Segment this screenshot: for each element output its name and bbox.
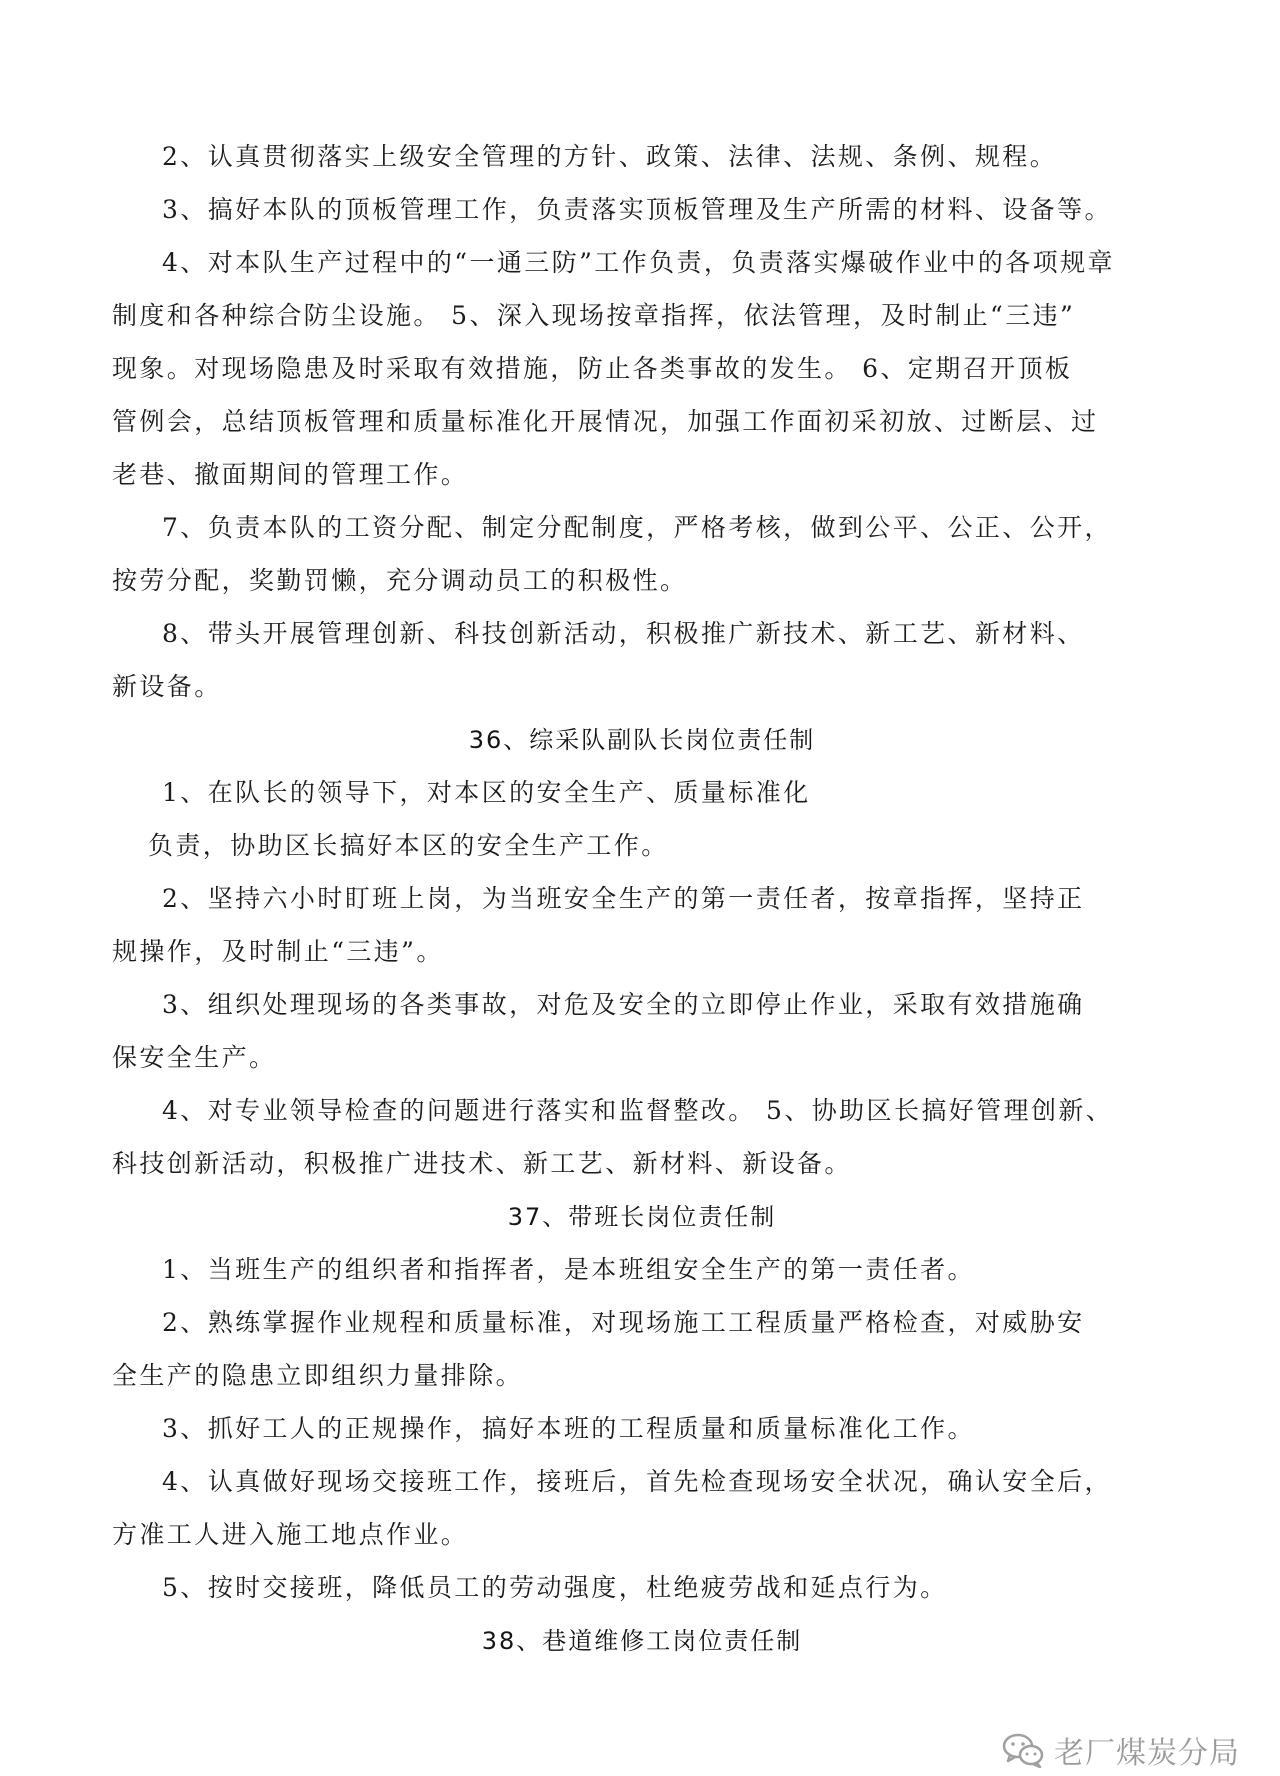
paragraph-line: 保安全生产。 bbox=[112, 1043, 277, 1072]
paragraph-line: 按劳分配，奖勤罚懒，充分调动员工的积极性。 bbox=[112, 566, 688, 595]
wechat-icon bbox=[1002, 1732, 1044, 1768]
watermark-text: 老厂煤炭分局 bbox=[1054, 1736, 1240, 1771]
section-36-heading: 36、综采队副队长岗位责任制 bbox=[468, 726, 816, 754]
paragraph-line: 1、当班生产的组织者和指挥者，是本班组安全生产的第一责任者。 bbox=[162, 1255, 975, 1284]
section-36-body bbox=[112, 776, 1172, 1181]
paragraph-line: 4、认真做好现场交接班工作，接班后，首先检查现场安全状况，确认安全后， bbox=[162, 1467, 1112, 1496]
section-37-body bbox=[112, 1253, 1172, 1605]
paragraph-line: 方准工人进入施工地点作业。 bbox=[112, 1520, 469, 1549]
section-35-body bbox=[112, 140, 1172, 704]
paragraph-line: 2、熟练掌握作业规程和质量标准，对现场施工工程质量严格检查，对威胁安 bbox=[162, 1308, 1085, 1337]
paragraph-line: 老巷、撤面期间的管理工作。 bbox=[112, 460, 469, 489]
paragraph-line: 2、认真贯彻落实上级安全管理的方针、政策、法律、法规、条例、规程。 bbox=[162, 142, 1058, 171]
paragraph-line: 3、搞好本队的顶板管理工作，负责落实顶板管理及生产所需的材料、设备等。 bbox=[162, 195, 1112, 224]
paragraph-line: 3、组织处理现场的各类事故，对危及安全的立即停止作业，采取有效措施确 bbox=[162, 990, 1085, 1019]
paragraph-line: 制度和各种综合防尘设施。 5、深入现场按章指挥，依法管理，及时制止“三违” bbox=[112, 301, 1076, 330]
watermark bbox=[1002, 1728, 1240, 1772]
section-37-heading: 37、带班长岗位责任制 bbox=[507, 1203, 777, 1231]
paragraph-line: 规操作，及时制止“三违”。 bbox=[112, 937, 444, 966]
paragraph-line: 1、在队长的领导下，对本区的安全生产、质量标准化 bbox=[162, 778, 811, 807]
document-page bbox=[112, 140, 1172, 1658]
paragraph-line: 现象。对现场隐患及时采取有效措施，防止各类事故的发生。 6、定期召开顶板 bbox=[112, 354, 1073, 383]
section-38-heading: 38、巷道维修工岗位责任制 bbox=[481, 1627, 803, 1655]
paragraph-line: 全生产的隐患立即组织力量排除。 bbox=[112, 1361, 524, 1390]
paragraph-line: 4、对本队生产过程中的“一通三防”工作负责，负责落实爆破作业中的各项规章 bbox=[162, 248, 1115, 277]
paragraph-line: 管例会，总结顶板管理和质量标准化开展情况，加强工作面初采初放、过断层、过 bbox=[112, 407, 1099, 436]
paragraph-line: 科技创新活动，积极推广进技术、新工艺、新材料、新设备。 bbox=[112, 1149, 852, 1178]
paragraph-line: 负责，协助区长搞好本区的安全生产工作。 bbox=[148, 831, 669, 860]
paragraph-line: 新设备。 bbox=[112, 672, 222, 701]
paragraph-line: 8、带头开展管理创新、科技创新活动，积极推广新技术、新工艺、新材料、 bbox=[162, 619, 1085, 648]
paragraph-line: 3、抓好工人的正规操作，搞好本班的工程质量和质量标准化工作。 bbox=[162, 1414, 975, 1443]
paragraph-line: 4、对专业领导检查的问题进行落实和监督整改。 5、协助区长搞好管理创新、 bbox=[162, 1096, 1114, 1125]
paragraph-line: 5、按时交接班，降低员工的劳动强度，杜绝疲劳战和延点行为。 bbox=[162, 1573, 948, 1602]
paragraph-line: 7、负责本队的工资分配、制定分配制度，严格考核，做到公平、公正、公开， bbox=[162, 513, 1112, 542]
paragraph-line: 2、坚持六小时盯班上岗，为当班安全生产的第一责任者，按章指挥，坚持正 bbox=[162, 884, 1085, 913]
